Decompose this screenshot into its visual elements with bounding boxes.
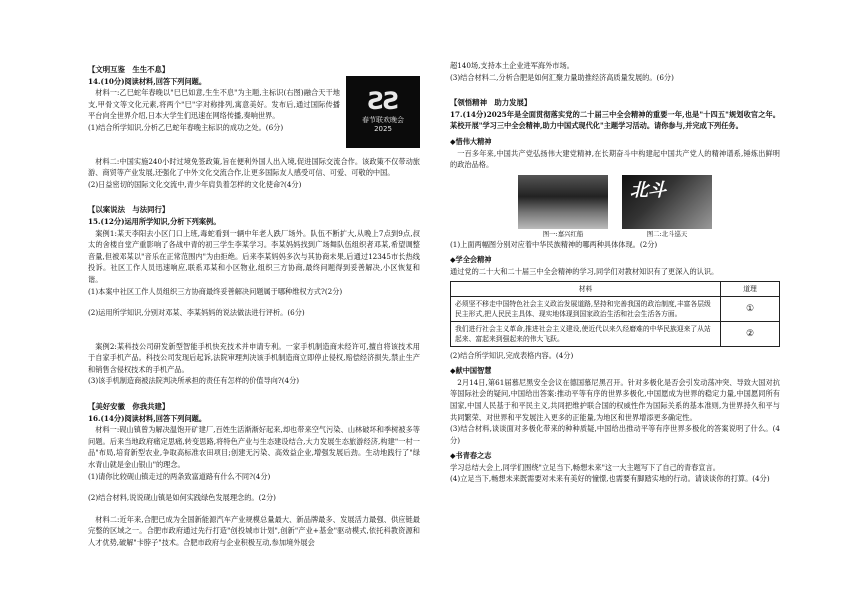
q17-sub-1: (1)上面两幅图分别对应着中华民族精神的哪两种具体体现。(2分) <box>450 239 658 249</box>
logo-title: 春节联欢晚会 <box>362 115 404 124</box>
table-header-material: 材料 <box>451 281 721 296</box>
table-cell-answer: ① <box>721 296 780 321</box>
q15-stem: 15.(12分)运用所学知识,分析下列案例。 <box>88 216 221 226</box>
subheading-spirit: ◆惜伟大精神 <box>450 136 492 146</box>
q15-sub-2: (2)运用所学知识,分别对邓某、李某妈妈的说法做法进行评析。(6分) <box>88 308 305 318</box>
image-row <box>450 175 780 239</box>
q14-stem: 14.(10分)阅读材料,回答下列问题。 <box>88 76 207 86</box>
q16-sub-2: (2)结合材料,说说砚山镇是如何实践绿色发展理念的。(2分) <box>88 493 276 503</box>
q15-sub-3: (3)该手机制造商被法院判决所承担的责任有怎样的价值导向?(4分) <box>88 376 300 386</box>
section-title-anhui: 【美好安徽 你我共建】 <box>88 402 170 412</box>
logo-year: 2025 <box>374 124 392 133</box>
section-title-culture: 【文明互鉴 生生不息】 <box>88 65 170 74</box>
table-row <box>451 321 780 346</box>
beidou-image <box>622 175 712 229</box>
q14-sub-1: (1)结合所学知识,分析乙巳蛇年春晚主标识的成功之处。(6分) <box>88 122 284 132</box>
section-title-law: 【以案说法 与法同行】 <box>88 205 170 215</box>
q17-sub-4: (4)立足当下,畅想未来既需要对未来有美好的憧憬,也需要有脚踏实地的行动。请谈谈你的打算。(4分) <box>450 474 770 484</box>
paragraph-plenum: 通过党的二十大和二十届三中全会精神的学习,同学们对教材知识有了更深入的认识。 <box>450 266 719 276</box>
table-cell-answer: ② <box>721 321 780 346</box>
left-column <box>88 60 420 549</box>
table-header-row <box>451 281 780 296</box>
q16-sub-3: (3)结合材料二,分析合肥是如何汇聚力量助推经济高质量发展的。(6分) <box>450 72 674 82</box>
right-column <box>450 60 780 485</box>
q15-case-2: 案例2:某科技公司研发新型智能手机快充技术并申请专利。一家手机制造商未经许可,擅自将该技术用于自家手机产品。科技公司发现后起诉,法院审理判决该手机制造商立即停止侵权,赔偿经济损失,禁止生产和销售含侵权技术的手机产品。 <box>88 341 420 374</box>
q17-sub-3: (3)结合材料,谈谈面对多极化带来的种种质疑,中国给出推动平等有序世界多极化的答案说明了什么。(4分) <box>450 424 780 445</box>
red-boat-image <box>518 175 608 229</box>
q14-sub-2: (2)日益密切的国际文化交流中,青少年肩负着怎样的文化使命?(4分) <box>88 179 302 189</box>
table-cell-material: 我们进行社会主义革命,推进社会主义建设,使近代以来久经磨难的中华民族迎来了从站起来、富起来到强起来的伟大飞跃。 <box>451 321 721 346</box>
section-title-spirit: 【领悟精神 助力发展】 <box>450 98 532 108</box>
q15-sub-1: (1)本案中社区工作人员组织三方协商最终妥善解决问题属于哪种维权方式?(2分) <box>88 286 343 296</box>
subheading-youth: ◆书青春之志 <box>450 451 492 461</box>
table-header-reason: 道理 <box>721 281 780 296</box>
figure-1-caption: 图一:嘉兴红船 <box>542 229 584 238</box>
figure-2-caption: 图二:北斗巡天 <box>646 229 688 238</box>
q16-stem: 16.(14分)阅读材料,回答下列问题。 <box>88 413 207 423</box>
question-14 <box>88 76 420 191</box>
figure-1 <box>518 175 608 239</box>
q17-sub-2: (2)结合所学知识,完成表格内容。(4分) <box>450 350 574 360</box>
q16-material-2-continued: 超140场,支持本土企业进军海外市场。 <box>450 61 574 70</box>
subheading-plenum: ◆学全会精神 <box>450 255 492 265</box>
q16-sub-1: (1)请你比较砚山镇走过的两条致富道路有什么不同?(4分) <box>88 471 271 481</box>
q14-material-1: 材料一:乙巳蛇年春晚以"巳巳如意,生生不息"为主题,主标识(右图)融合天干地支,甲骨文等文化元素,将两个"巳"字对称排列,寓意美好。发布后,通过国际传播平台向全世界介绍,日本大学生们迅速在网络传播,奏响世界。 <box>88 88 340 121</box>
subheading-wisdom: ◆献中国智慧 <box>450 366 492 376</box>
spring-gala-logo <box>346 76 420 148</box>
knowledge-table <box>450 281 780 347</box>
figure-2 <box>622 175 712 239</box>
paragraph-youth: 学习总结大会上,同学们围绕"立足当下,畅想未来"这一大主题写下了自己的青春宣言。 <box>450 462 720 472</box>
q15-case-1: 案例1:某天李阳去小区门口上班,毒蛇看到一辆中年老人跌厂场外。队伍不断扩大,从晚上7点到9点,叔太的舍楼自堂产重影响了各战中青的初三学生李某学习。李某妈妈找到广场舞队伍组织者邓某,希望调整音量,但被邓某以"音乐在正常范围内"为由拒绝。后来李某妈妈多次与其协商未果,后通过12345市长热线投诉。社区工作人员迅速响应,联系邓某和小区物业,组织三方协商,最终问题得到妥善解决,小区恢复和谐。 <box>88 228 420 284</box>
q17-stem: 17.(14分)2025年是全面贯彻落实党的二十届三中全会精神的重要一年,也是"十四五"规划收官之年。某校开展"学习三中全会精神,助力中国式现代化"主题学习活动。请你参与,并完成下列任务。 <box>450 109 780 131</box>
q16-material-2: 材料二:近年来,合肥已成为全国新能源汽车产业规模总量最大、新品牌最多、发展活力最强、供应链最完整的区域之一。合肥市政府通过先行打造"创投城市计划",创新"产业+基金"驱动模式,依托科教资源和人才优势,破解"卡脖子"技术。合肥市政府与企业积极互动,参加境外展会 <box>88 514 420 547</box>
paragraph-spirit: 一百多年来,中国共产党弘扬伟大建党精神,在长期奋斗中构建起中国共产党人的精神谱系,锤炼出鲜明的政治品格。 <box>450 148 780 170</box>
logo-mark: ƧƧ <box>367 86 399 115</box>
table-row <box>451 296 780 321</box>
beidou-image-text: 北斗 <box>630 179 666 201</box>
q16-material-1: 材料一:砚山镇曾为解决温饱开矿建厂,百姓生活渐渐好起来,却也带来空气污染、山林破坏和季树被多等问题。后来当地政府痛定思痛,转变思路,将特色产业与生态建设结合,大力发展生态旅游经济,构建"一村一品"布局,培育新型农业,争取高标准农田项目;创建无污染、高效益企业,增强发展后劲。生动地践行了"绿水青山就是金山银山"的理念。 <box>88 425 420 470</box>
q14-material-2: 材料二:中国实施240小时过境免签政策,旨在便利外国人出入境,促进国际交流合作。该政策不仅带动旅游、商贸等产业发展,还强化了中外文化交流合作,让更多国际友人感受可信、可爱、可敬的中国。 <box>88 156 420 178</box>
paragraph-wisdom: 2月14日,第61届慕尼黑安全会议在德国慕尼黑召开。针对多极化是否会引发动荡冲突、导致大国对抗等国际社会的疑问,中国给出答案:推动平等有序的世界多极化,中国愿成为世界的稳定力量,中国愿同所有国家,中国人民基于和平民主义,共同把维护联合国的权威性作为国际关系的基本准则,为世界持久和平与共同繁荣、对世界和平发展注入更多的正能量,为地区和世界增添更多确定性。 <box>450 377 780 422</box>
table-cell-material: 必须坚不移走中国特色社会主义政治发展道路,坚持和完善我国的政治制度,丰富各层级民主形式,把人民民主具体、现实地体现到国家政治生活和社会生活各方面。 <box>451 296 721 321</box>
